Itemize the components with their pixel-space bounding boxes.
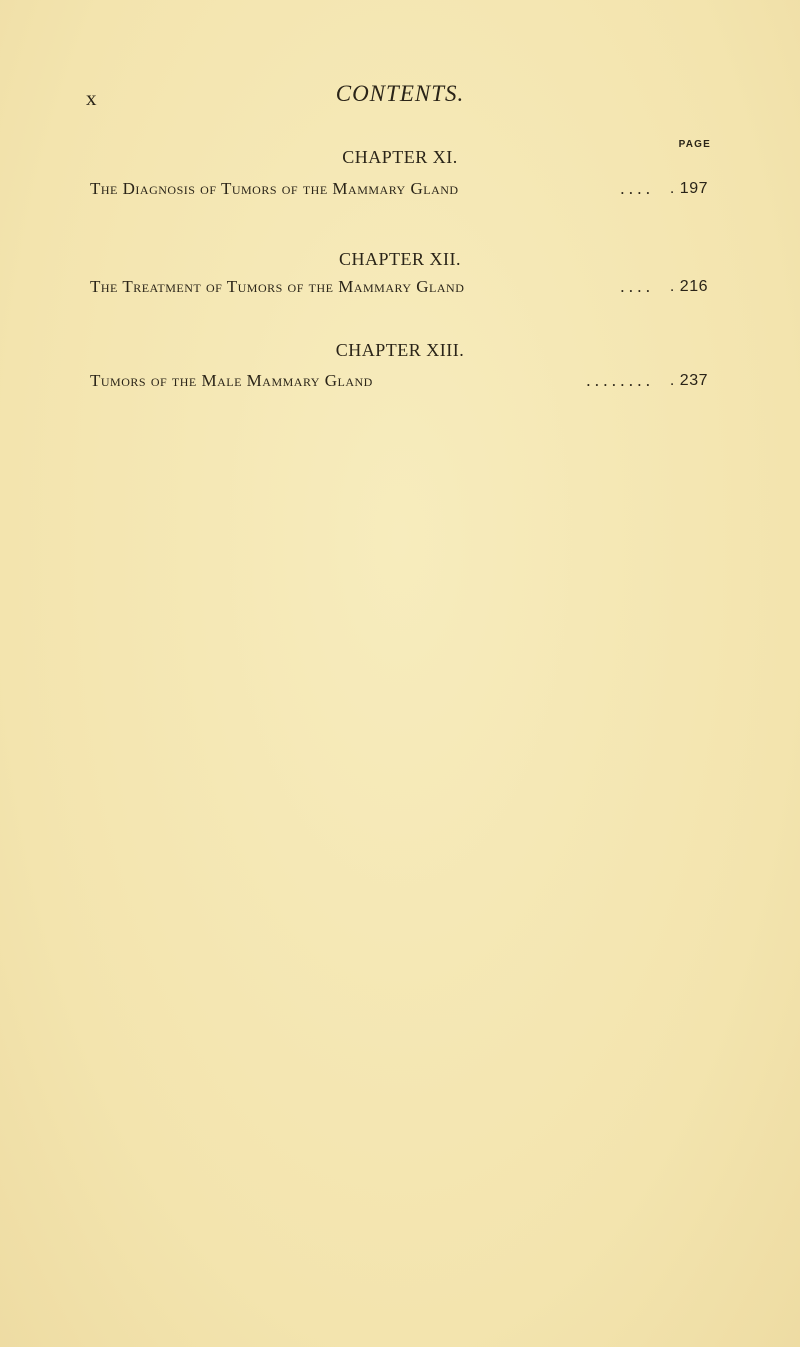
toc-entry-page: . 216 [669, 278, 708, 295]
toc-entry-title: The Treatment of Tumors of the Mammary Gland [90, 277, 465, 296]
chapter-heading: CHAPTER XIII. [335, 340, 465, 360]
page-number: x [86, 86, 97, 110]
chapter-heading: CHAPTER XI. [342, 147, 458, 167]
page-column-label: PAGE [678, 139, 711, 150]
toc-entry-leader: . . . . [620, 277, 650, 296]
toc-entry-title: Tumors of the Male Mammary Gland [90, 371, 373, 390]
toc-entry-page: . 197 [669, 180, 708, 197]
toc-entry-page: . 237 [669, 372, 708, 389]
chapter-heading: CHAPTER XII. [339, 249, 461, 269]
toc-entry [90, 276, 708, 298]
toc-entry-leader: . . . . [620, 179, 650, 198]
toc-entry [90, 370, 708, 392]
toc-entry-title: The Diagnosis of Tumors of the Mammary Gland [90, 179, 459, 198]
running-head: CONTENTS. [335, 81, 465, 106]
toc-entry-leader: . . . . . . . . [586, 371, 650, 390]
toc-entry [90, 178, 708, 200]
